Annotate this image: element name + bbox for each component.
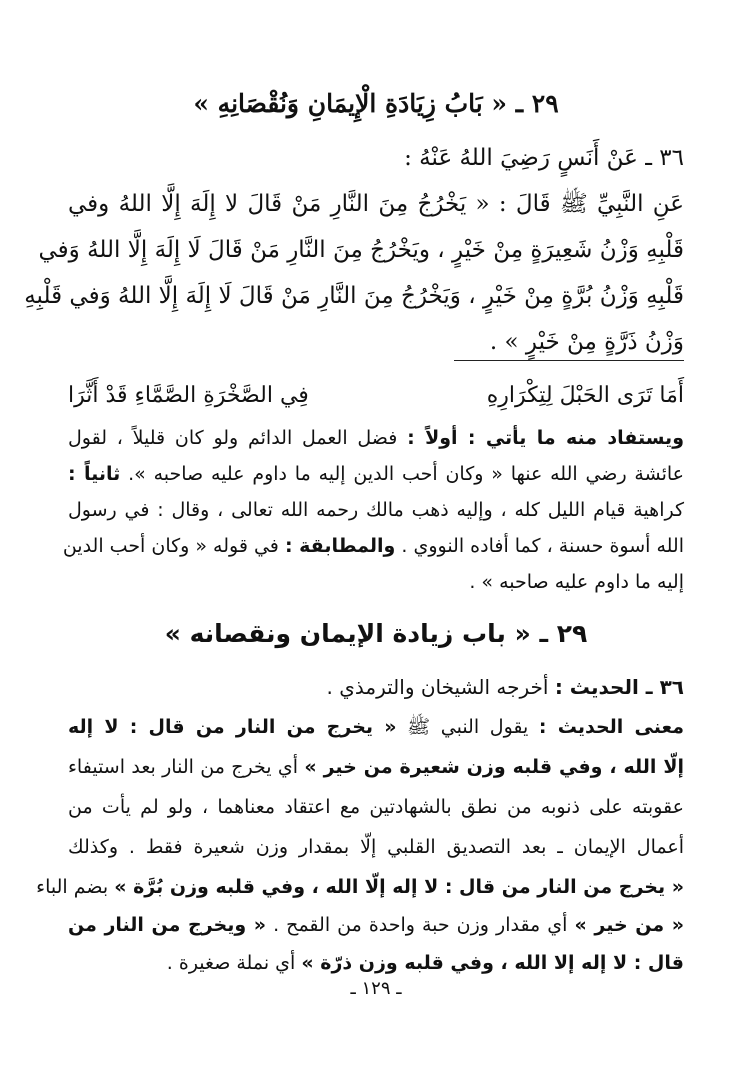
poem-first-hemistich: أَمَا تَرَى الحَبْلَ لِتِكْرَارِهِ bbox=[486, 383, 684, 408]
meaning-quote: قال : لا إله إلا الله ، وفي قلبه وزن ذرّة » bbox=[301, 952, 684, 974]
chapter-title: « باب زيادة الإيمان ونقصانه » bbox=[164, 619, 531, 648]
chapter-heading-bottom bbox=[68, 614, 684, 654]
meaning-quote: « من خير » bbox=[574, 914, 684, 936]
meaning-text: يقول النبي ﷺ bbox=[407, 716, 529, 738]
benefits-line-4 bbox=[62, 528, 684, 564]
takhrij-text: أخرجه الشيخان والترمذي . bbox=[326, 675, 549, 699]
meaning-text: أي مقدار وزن حبة واحدة من القمح . bbox=[273, 914, 568, 936]
poem-verse bbox=[68, 376, 684, 416]
benefits-text: الله أسوة حسنة ، كما أفاده النووي . bbox=[401, 535, 684, 557]
separator-rule bbox=[454, 360, 684, 361]
meaning-quote: « يخرج من النار من قال : لا إله bbox=[68, 716, 397, 738]
dash: ـ bbox=[530, 619, 548, 648]
meaning-quote: « يخرج من النار من قال : لا إله إلّا الله ، وفي قلبه وزن بُرَّة » bbox=[114, 876, 684, 898]
benefits-line-2 bbox=[68, 456, 684, 492]
takhrij-label: ٣٦ ـ الحديث : bbox=[554, 675, 684, 699]
meaning-line-5 bbox=[36, 868, 684, 906]
meaning-line-1 bbox=[68, 708, 684, 746]
page-number: ـ ١٢٩ ـ bbox=[350, 978, 402, 999]
hadith-narrator: عَنْ أَنَسٍ رَضِيَ اللهُ عَنْهُ : bbox=[404, 145, 638, 171]
meaning-label: معنى الحديث : bbox=[538, 716, 684, 738]
meaning-line-4: أعمال الإيمان ـ بعد التصديق القلبي إلّا بمقدار وزن شعيرة فقط . وكذلك bbox=[68, 836, 684, 858]
benefits-line-1 bbox=[68, 420, 684, 456]
dash: ـ bbox=[637, 145, 652, 171]
benefits-line-3: كراهية قيام الليل كله ، وإليه ذهب مالك رحمه الله تعالى ، وقال : في رسول bbox=[68, 499, 684, 521]
meaning-line-3: عقوبته على ذنوبه من نطق بالشهادتين مع اعتقاد معناهما ، ولو لم يأت من bbox=[68, 796, 684, 818]
hadith-narrator-line bbox=[68, 140, 684, 176]
benefits-text: فضل العمل الدائم ولو كان قليلاً ، لقول bbox=[68, 427, 398, 449]
benefits-label: ويستفاد منه ما يأتي : أولاً : bbox=[407, 427, 685, 449]
dash: ـ bbox=[507, 89, 524, 118]
benefits-label: ثانياً : bbox=[68, 463, 121, 485]
meaning-line-6 bbox=[68, 906, 684, 944]
benefits-line-5: إليه ما داوم عليه صاحبه » . bbox=[469, 571, 684, 593]
hadith-number: ٣٦ bbox=[659, 145, 684, 171]
meaning-quote: « ويخرج من النار من bbox=[68, 914, 267, 936]
meaning-text: أي نملة صغيرة . bbox=[166, 952, 296, 974]
benefits-text: في قوله « وكان أحب الدين bbox=[62, 535, 279, 557]
hadith-line-2: قَلْبِهِ وَزْنُ شَعِيرَةٍ مِنْ خَيْرٍ ، ويَخْرُجُ مِنَ النَّارِ مَنْ قَالَ لَا إِلَهَ إِلَّا اللهُ وَفي bbox=[38, 237, 684, 263]
chapter-number: ٢٩ bbox=[556, 619, 588, 648]
poem-second-hemistich: فِي الصَّخْرَةِ الصَّمَّاءِ قَدْ أَثَّرَا bbox=[68, 383, 309, 408]
takhrij-line bbox=[68, 668, 684, 706]
chapter-heading-top bbox=[68, 84, 684, 124]
benefits-label: والمطابقة : bbox=[284, 535, 396, 557]
hadith-line-1: عَنِ النَّبِيِّ ﷺ قَالَ : « يَخْرُجُ مِنَ النَّارِ مَنْ قَالَ لا إِلَهَ إِلَّا اللهُ وفي bbox=[68, 191, 684, 217]
meaning-line-2 bbox=[68, 748, 684, 786]
benefits-text: عائشة رضي الله عنها « وكان أحب الدين إليه ما داوم عليه صاحبه ». bbox=[128, 463, 684, 485]
hadith-line-4: وَزْنُ ذَرَّةٍ مِنْ خَيْرٍ » . bbox=[489, 329, 684, 355]
chapter-title: « بَابُ زِيَادَةِ الْإِيمَانِ وَنُقْصَانِهِ » bbox=[193, 89, 508, 118]
meaning-text: بضم الباء bbox=[36, 876, 109, 898]
chapter-number: ٢٩ bbox=[531, 89, 559, 118]
hadith-line-3: قَلْبِهِ وَزْنُ بُرَّةٍ مِنْ خَيْرٍ ، وَيَخْرُجُ مِنَ النَّارِ مَنْ قَالَ لَا إِلَهَ إِلَّا اللهُ وَفي قَلْبِهِ bbox=[24, 283, 684, 309]
meaning-text: أي يخرج من النار بعد استيفاء bbox=[68, 756, 299, 778]
meaning-quote: إلّا الله ، وفي قلبه وزن شعيرة من خير » bbox=[304, 756, 685, 778]
